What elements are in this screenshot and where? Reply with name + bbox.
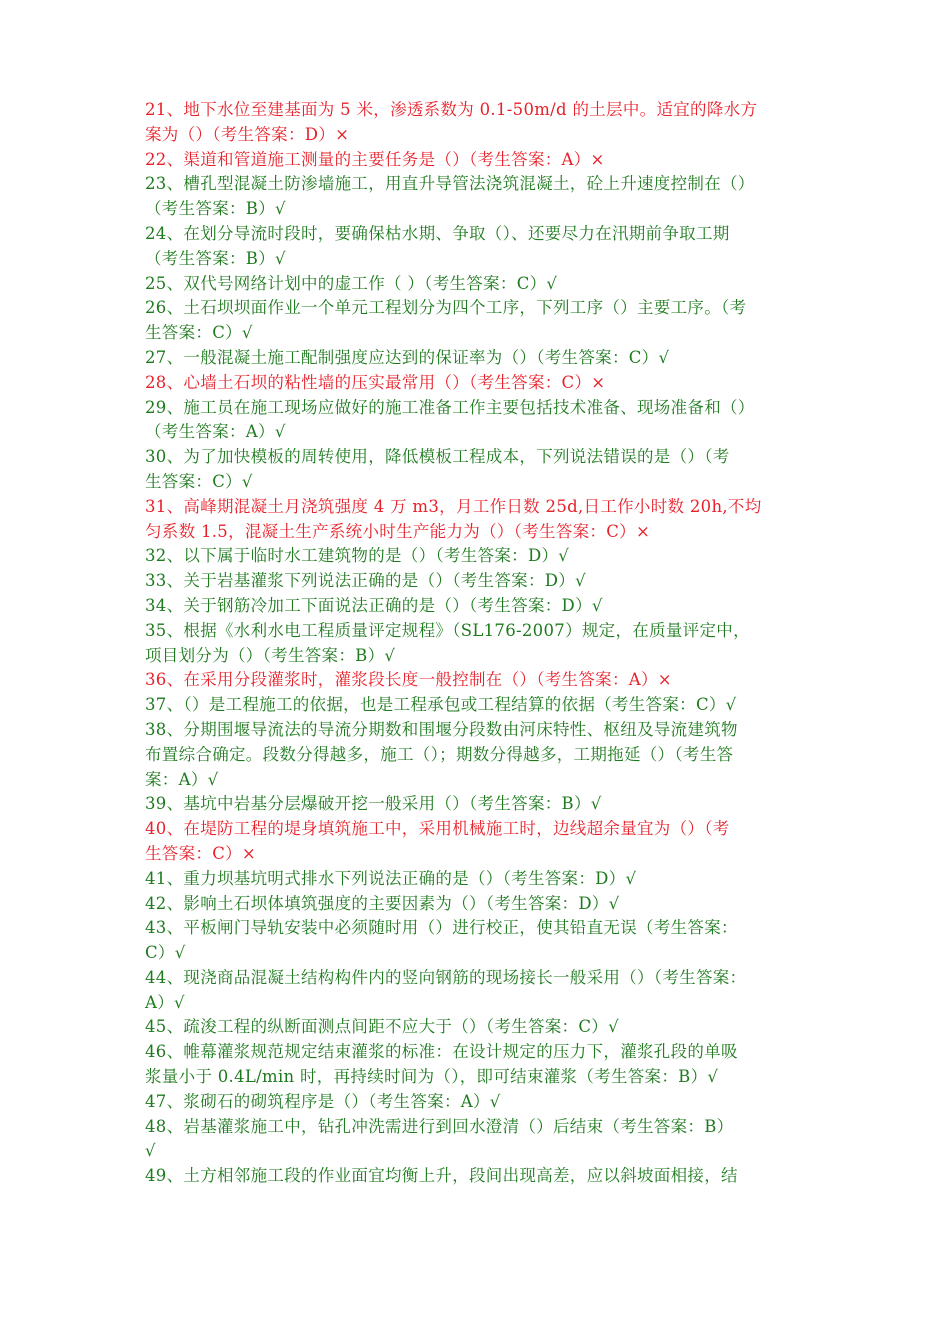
question-line: 44、现浇商品混凝土结构构件内的竖向钢筋的现场接长一般采用（）（考生答案：: [145, 967, 747, 987]
question-line: 47、浆砌石的砌筑程序是（）（考生答案：A）√: [145, 1091, 501, 1111]
question-line: 浆量小于 0.4L/min 时，再持续时间为（），即可结束灌浆（考生答案：B）√: [145, 1067, 719, 1087]
question-line: 34、关于钢筋冷加工下面说法正确的是（）（考生答案：D）√: [145, 595, 603, 615]
question-line: 32、以下属于临时水工建筑物的是（）（考生答案：D）√: [145, 546, 570, 566]
question-line: 46、帷幕灌浆规范规定结束灌浆的标准：在设计规定的压力下，灌浆孔段的单吸: [145, 1042, 738, 1062]
question-line: 23、槽孔型混凝土防渗墙施工，用直升导管法浇筑混凝土，砼上升速度控制在（）: [145, 174, 755, 194]
question-line: 48、岩基灌浆施工中，钻孔冲洗需进行到回水澄清（）后结束（考生答案：B）: [145, 1116, 734, 1136]
question-line: 33、关于岩基灌浆下列说法正确的是（）（考生答案：D）√: [145, 571, 586, 591]
question-line: 42、影响土石坝体填筑强度的主要因素为（）（考生答案：D）√: [145, 893, 620, 913]
question-line: 29、施工员在施工现场应做好的施工准备工作主要包括技术准备、现场准备和（）: [145, 397, 755, 417]
question-line: C）√: [145, 943, 186, 963]
question-line: 41、重力坝基坑明式排水下列说法正确的是（）（考生答案：D）√: [145, 868, 637, 888]
question-line: 30、为了加快模板的周转使用，降低模板工程成本，下列说法错误的是（）（考: [145, 447, 730, 467]
question-line: 25、双代号网络计划中的虚工作（ ）（考生答案：C）√: [145, 273, 558, 293]
question-line: 布置综合确定。段数分得越多，施工（）；期数分得越多，工期拖延（）（考生答: [145, 744, 734, 764]
question-line: 45、疏浚工程的纵断面测点间距不应大于（）（考生答案：C）√: [145, 1017, 619, 1037]
question-line: 24、在划分导流时段时，要确保枯水期、争取（）、还要尽力在汛期前争取工期: [145, 223, 730, 243]
question-line: 匀系数 1.5，混凝土生产系统小时生产能力为（）（考生答案：C）×: [145, 521, 651, 541]
question-line: 37、（）是工程施工的依据，也是工程承包或工程结算的依据（考生答案：C）√: [145, 695, 737, 715]
question-line: （考生答案：B）√: [145, 248, 286, 268]
question-line: （考生答案：A）√: [145, 422, 286, 442]
question-line: 案为（）（考生答案：D）×: [145, 124, 350, 144]
question-line: 生答案：C）√: [145, 471, 253, 491]
question-line: 36、在采用分段灌浆时，灌浆段长度一般控制在（）（考生答案：A）×: [145, 670, 672, 690]
question-line: 35、根据《水利水电工程质量评定规程》（SL176-2007）规定，在质量评定中，: [145, 620, 750, 640]
question-line: 21、地下水位至建基面为 5 米，渗透系数为 0.1-50m/d 的土层中。适宜的降水方: [145, 100, 758, 119]
question-line: 31、高峰期混凝土月浇筑强度 4 万 m3，月工作日数 25d,日工作小时数 20h,不均: [145, 496, 762, 516]
question-line: A）√: [145, 992, 185, 1012]
question-line: 生答案：C）×: [145, 843, 257, 863]
question-line: 40、在堤防工程的堤身填筑施工中，采用机械施工时，边线超余量宜为（）（考: [145, 819, 730, 839]
question-line: 22、渠道和管道施工测量的主要任务是（）（考生答案：A）×: [145, 149, 605, 169]
question-line: （考生答案：B）√: [145, 199, 286, 219]
question-line: 38、分期围堰导流法的导流分期数和围堰分段数由河床特性、枢纽及导流建筑物: [145, 719, 738, 739]
question-line: 27、一般混凝土施工配制强度应达到的保证率为（）（考生答案：C）√: [145, 347, 670, 367]
question-line: 案：A）√: [145, 769, 219, 789]
question-line: √: [145, 1141, 156, 1161]
question-line: 项目划分为（）（考生答案：B）√: [145, 645, 396, 665]
question-line: 生答案：C）√: [145, 323, 253, 343]
question-line: 28、心墙土石坝的粘性墙的压实最常用（）（考生答案：C）×: [145, 372, 606, 392]
question-line: 39、基坑中岩基分层爆破开挖一般采用（）（考生答案：B）√: [145, 794, 602, 814]
question-line: 26、土石坝坝面作业一个单元工程划分为四个工序，下列工序（）主要工序。（考: [145, 298, 747, 318]
question-line: 49、土方相邻施工段的作业面宜均衡上升，段间出现高差，应以斜坡面相接，结: [145, 1166, 738, 1186]
document-page: [145, 98, 817, 1189]
question-line: 43、平板闸门导轨安装中必须随时用（）进行校正，使其铅直无误（考生答案：: [145, 918, 738, 938]
